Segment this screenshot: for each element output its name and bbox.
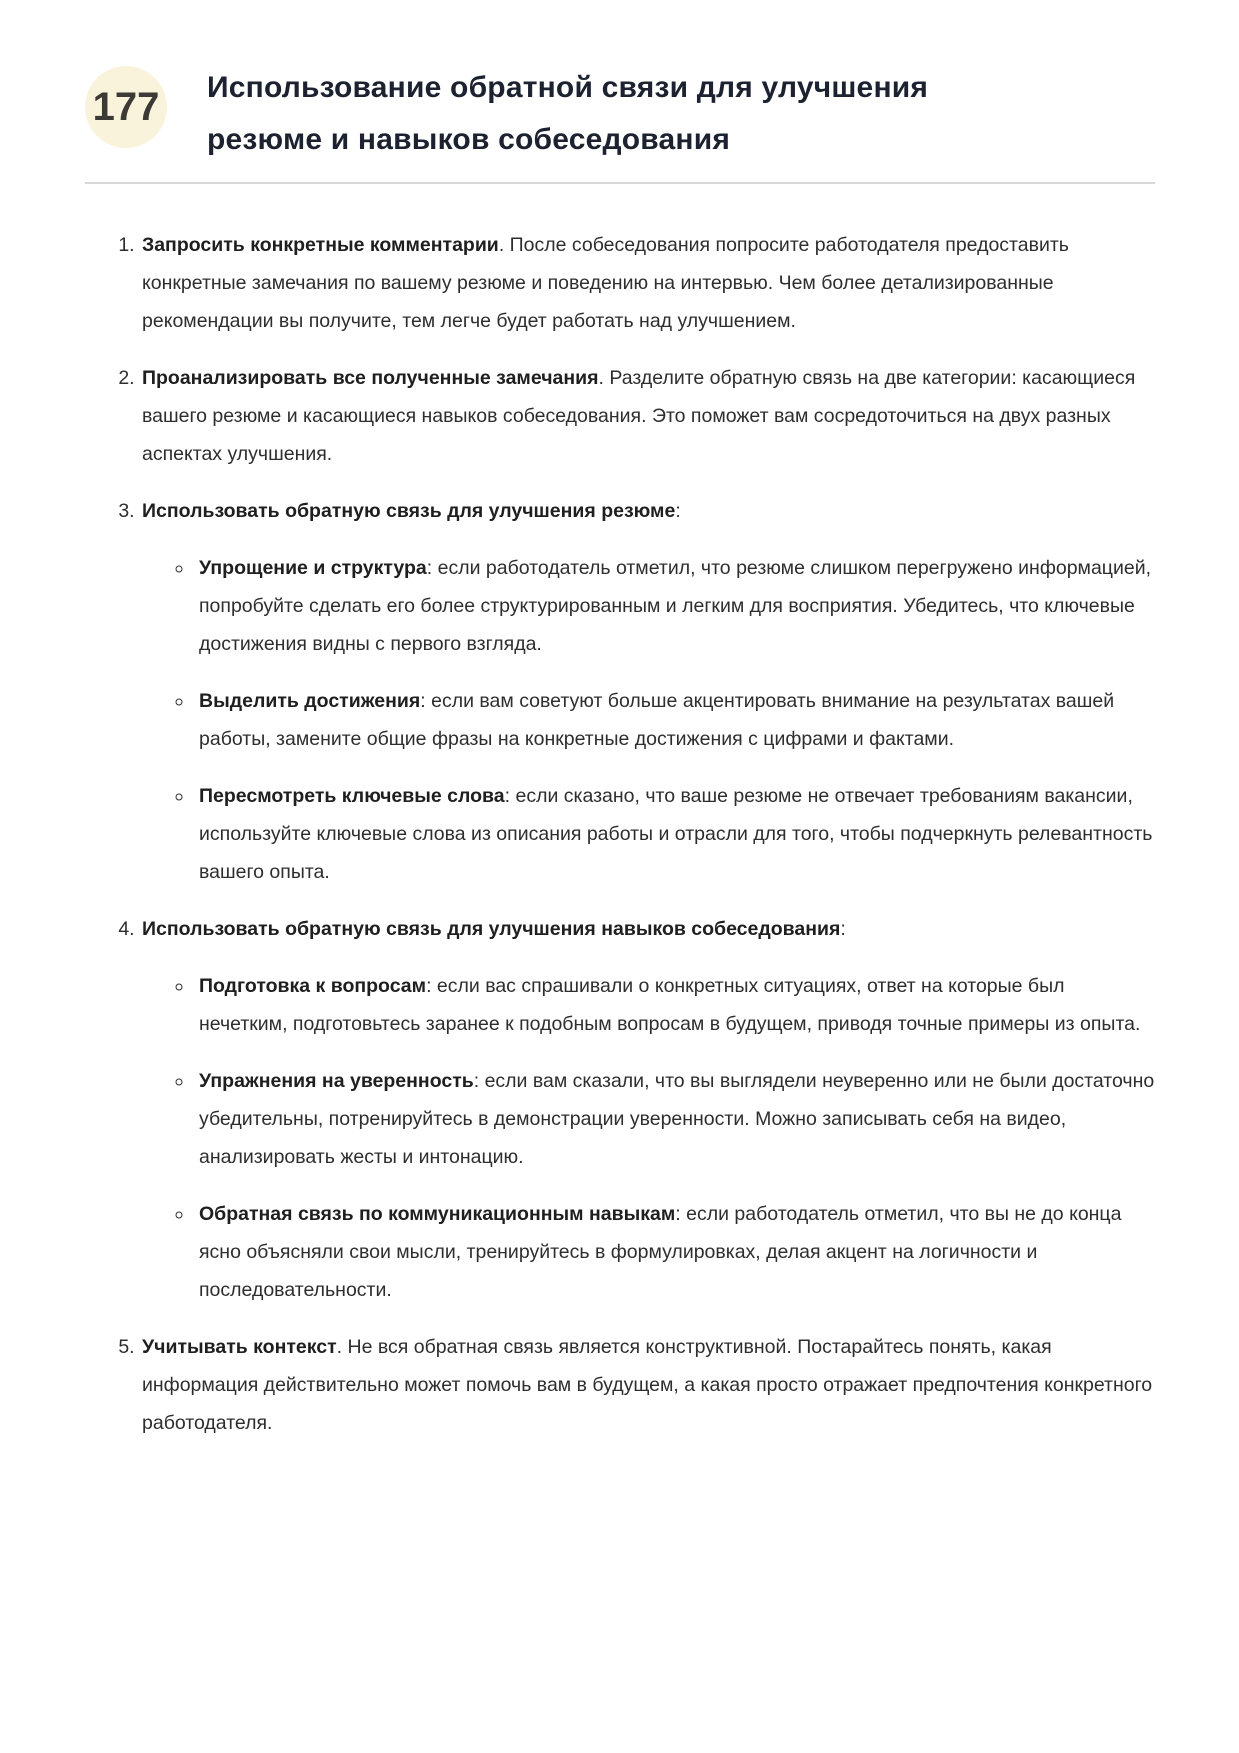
sub-item (194, 777, 1155, 891)
sub-item-lead: Подготовка к вопросам (199, 975, 427, 997)
sub-item (194, 549, 1155, 663)
item-lead: Использовать обратную связь для улучшения резюме (142, 500, 676, 522)
sub-item (194, 682, 1155, 758)
list-item-1 (140, 226, 1155, 340)
sub-item-lead: Упражнения на уверенность (199, 1070, 474, 1092)
item-body: : (675, 500, 681, 522)
sub-item-lead: Пересмотреть ключевые слова (199, 785, 505, 807)
page-content (85, 226, 1155, 1442)
header-divider (85, 182, 1155, 184)
sub-item-body: : если работодатель отметил, что вы не до конца ясно объясняли свои мысли, тренируйтесь в формулировках, делая акцент на логичности и последовательности. (199, 1203, 1122, 1301)
sub-item-lead: Обратная связь по коммуникационным навыкам (199, 1203, 676, 1225)
sub-item (194, 1062, 1155, 1176)
sub-item-body: : если вам сказали, что вы выглядели неуверенно или не были достаточно убедительны, потренируйтесь в демонстрации уверенности. Можно записывать себя на видео, анализировать жесты и интонацию. (199, 1070, 1155, 1168)
list-item-2 (140, 359, 1155, 473)
tips-list (85, 226, 1155, 1442)
sub-item-body: : если вам советуют больше акцентировать внимание на результатах вашей работы, замените общие фразы на конкретные достижения с цифрами и фактами. (199, 690, 1115, 750)
item-body: . После собеседования попросите работодателя предоставить конкретные замечания по вашему резюме и поведению на интервью. Чем более детализированные рекомендации вы получите, тем легче будет работать над улучшением. (142, 234, 1069, 332)
lesson-number: 177 (92, 84, 160, 129)
sub-item-lead: Выделить достижения (199, 690, 421, 712)
list-item-5 (140, 1328, 1155, 1442)
sub-item-body: : если вас спрашивали о конкретных ситуациях, ответ на которые был нечетким, подготовьтесь заранее к подобным вопросам в будущем, приводя точные примеры из опыта. (199, 975, 1141, 1035)
item-body: . Разделите обратную связь на две категории: касающиеся вашего резюме и касающиеся навыков собеседования. Это поможет вам сосредоточиться на двух разных аспектах улучшения. (142, 367, 1136, 465)
page-header (85, 62, 1155, 166)
item-lead: Использовать обратную связь для улучшения навыков собеседования (142, 918, 841, 940)
sub-item (194, 1195, 1155, 1309)
sub-list-interview (142, 967, 1155, 1309)
item-body: : (840, 918, 846, 940)
sub-item-lead: Упрощение и структура (199, 557, 427, 579)
item-body: . Не вся обратная связь является конструктивной. Постарайтесь понять, какая информация действительно может помочь вам в будущем, а какая просто отражает предпочтения конкретного работодателя. (142, 1336, 1153, 1434)
list-item-4 (140, 910, 1155, 1309)
item-lead: Запросить конкретные комментарии (142, 234, 499, 256)
sub-item-body: : если сказано, что ваше резюме не отвечает требованиям вакансии, используйте ключевые слова из описания работы и отрасли для того, чтобы подчеркнуть релевантность вашего опыта. (199, 785, 1153, 883)
sub-item-body: : если работодатель отметил, что резюме слишком перегружено информацией, попробуйте сделать его более структурированным и легким для восприятия. Убедитесь, что ключевые достижения видны с первого взгляда. (199, 557, 1152, 655)
page-title: Использование обратной связи для улучшения резюме и навыков собеседования (207, 71, 929, 156)
sub-item (194, 967, 1155, 1043)
sub-list-resume (142, 549, 1155, 891)
item-lead: Учитывать контекст (142, 1336, 337, 1358)
item-lead: Проанализировать все полученные замечания (142, 367, 599, 389)
list-item-3 (140, 492, 1155, 891)
lesson-number-badge (85, 66, 167, 148)
